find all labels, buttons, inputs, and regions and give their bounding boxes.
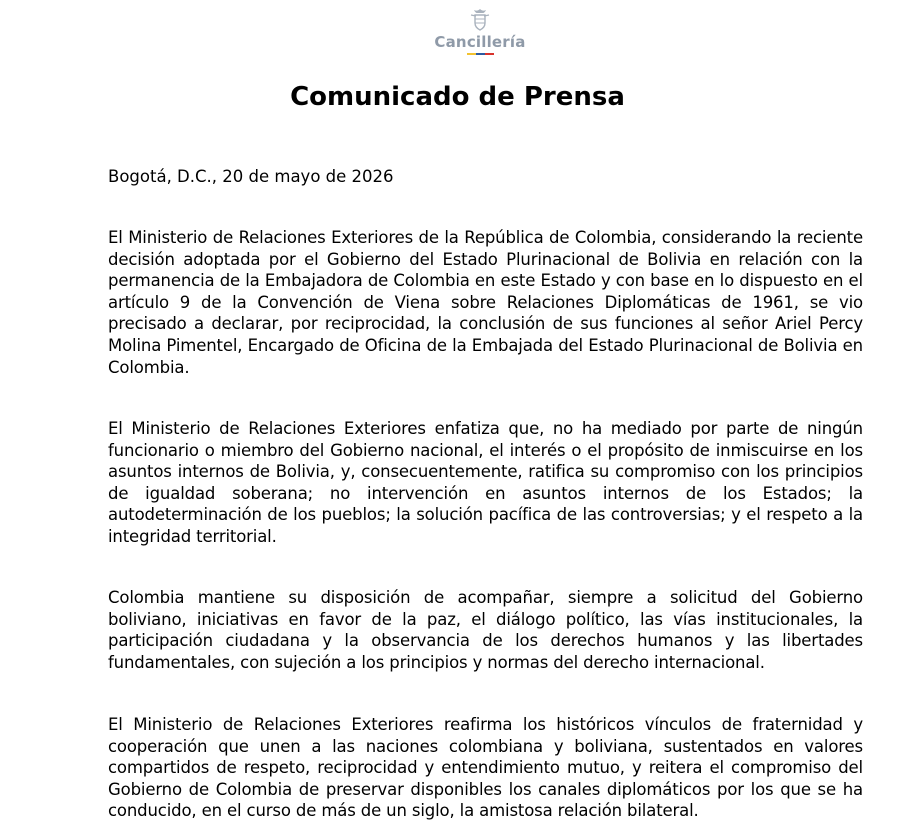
flag-color-bar xyxy=(467,53,494,55)
page-title: Comunicado de Prensa xyxy=(290,82,625,112)
flag-blue-stripe xyxy=(476,53,485,55)
paragraph-4: El Ministerio de Relaciones Exteriores reafirma los históricos vínculos de fraternidad y cooperación que unen a las naciones colombiana y boliviana, sustentados en valores compartidos de respeto, reciprocidad y entendimiento mutuo, y reitera el compromiso del Gobierno de Colombia de preservar disponibles los canales diplomáticos por los que se ha conducido, en el curso de más de un siglo, la amistosa relación bilateral. xyxy=(108,715,863,821)
colombia-coat-of-arms-icon xyxy=(467,8,493,32)
dateline: Bogotá, D.C., 20 de mayo de 2026 xyxy=(108,167,394,186)
cancilleria-logo xyxy=(420,8,540,66)
paragraph-1: El Ministerio de Relaciones Exteriores de la República de Colombia, considerando la reciente decisión adoptada por el Gobierno del Estado Plurinacional de Bolivia en relación con la permanencia de la Embajadora de Colombia en este Estado y con base en lo dispuesto en el artículo 9 de la Convención de Viena sobre Relaciones Diplomáticas de 1961, se vio precisado a declarar, por reciprocidad, la conclusión de sus funciones al señor Ariel Percy Molina Pimentel, Encargado de Oficina de la Embajada del Estado Plurinacional de Bolivia en Colombia. xyxy=(108,228,863,377)
paragraph-2: El Ministerio de Relaciones Exteriores enfatiza que, no ha mediado por parte de ningún funcionario o miembro del Gobierno nacional, el interés o el propósito de inmiscuirse en los asuntos internos de Bolivia, y, consecuentemente, ratifica su compromiso con los principios de igualdad soberana; no intervención en asuntos internos de los Estados; la autodeterminación de los pueblos; la solución pacífica de las controversias; y el respeto a la integridad territorial. xyxy=(108,419,863,546)
logo-text: Cancillería xyxy=(434,33,526,51)
flag-yellow-stripe xyxy=(467,53,476,55)
flag-red-stripe xyxy=(485,53,494,55)
paragraph-3: Colombia mantiene su disposición de acompañar, siempre a solicitud del Gobierno boliviano, iniciativas en favor de la paz, el diálogo político, las vías institucionales, la participación ciudadana y la observancia de los derechos humanos y las libertades fundamentales, con sujeción a los principios y normas del derecho internacional. xyxy=(108,588,863,672)
